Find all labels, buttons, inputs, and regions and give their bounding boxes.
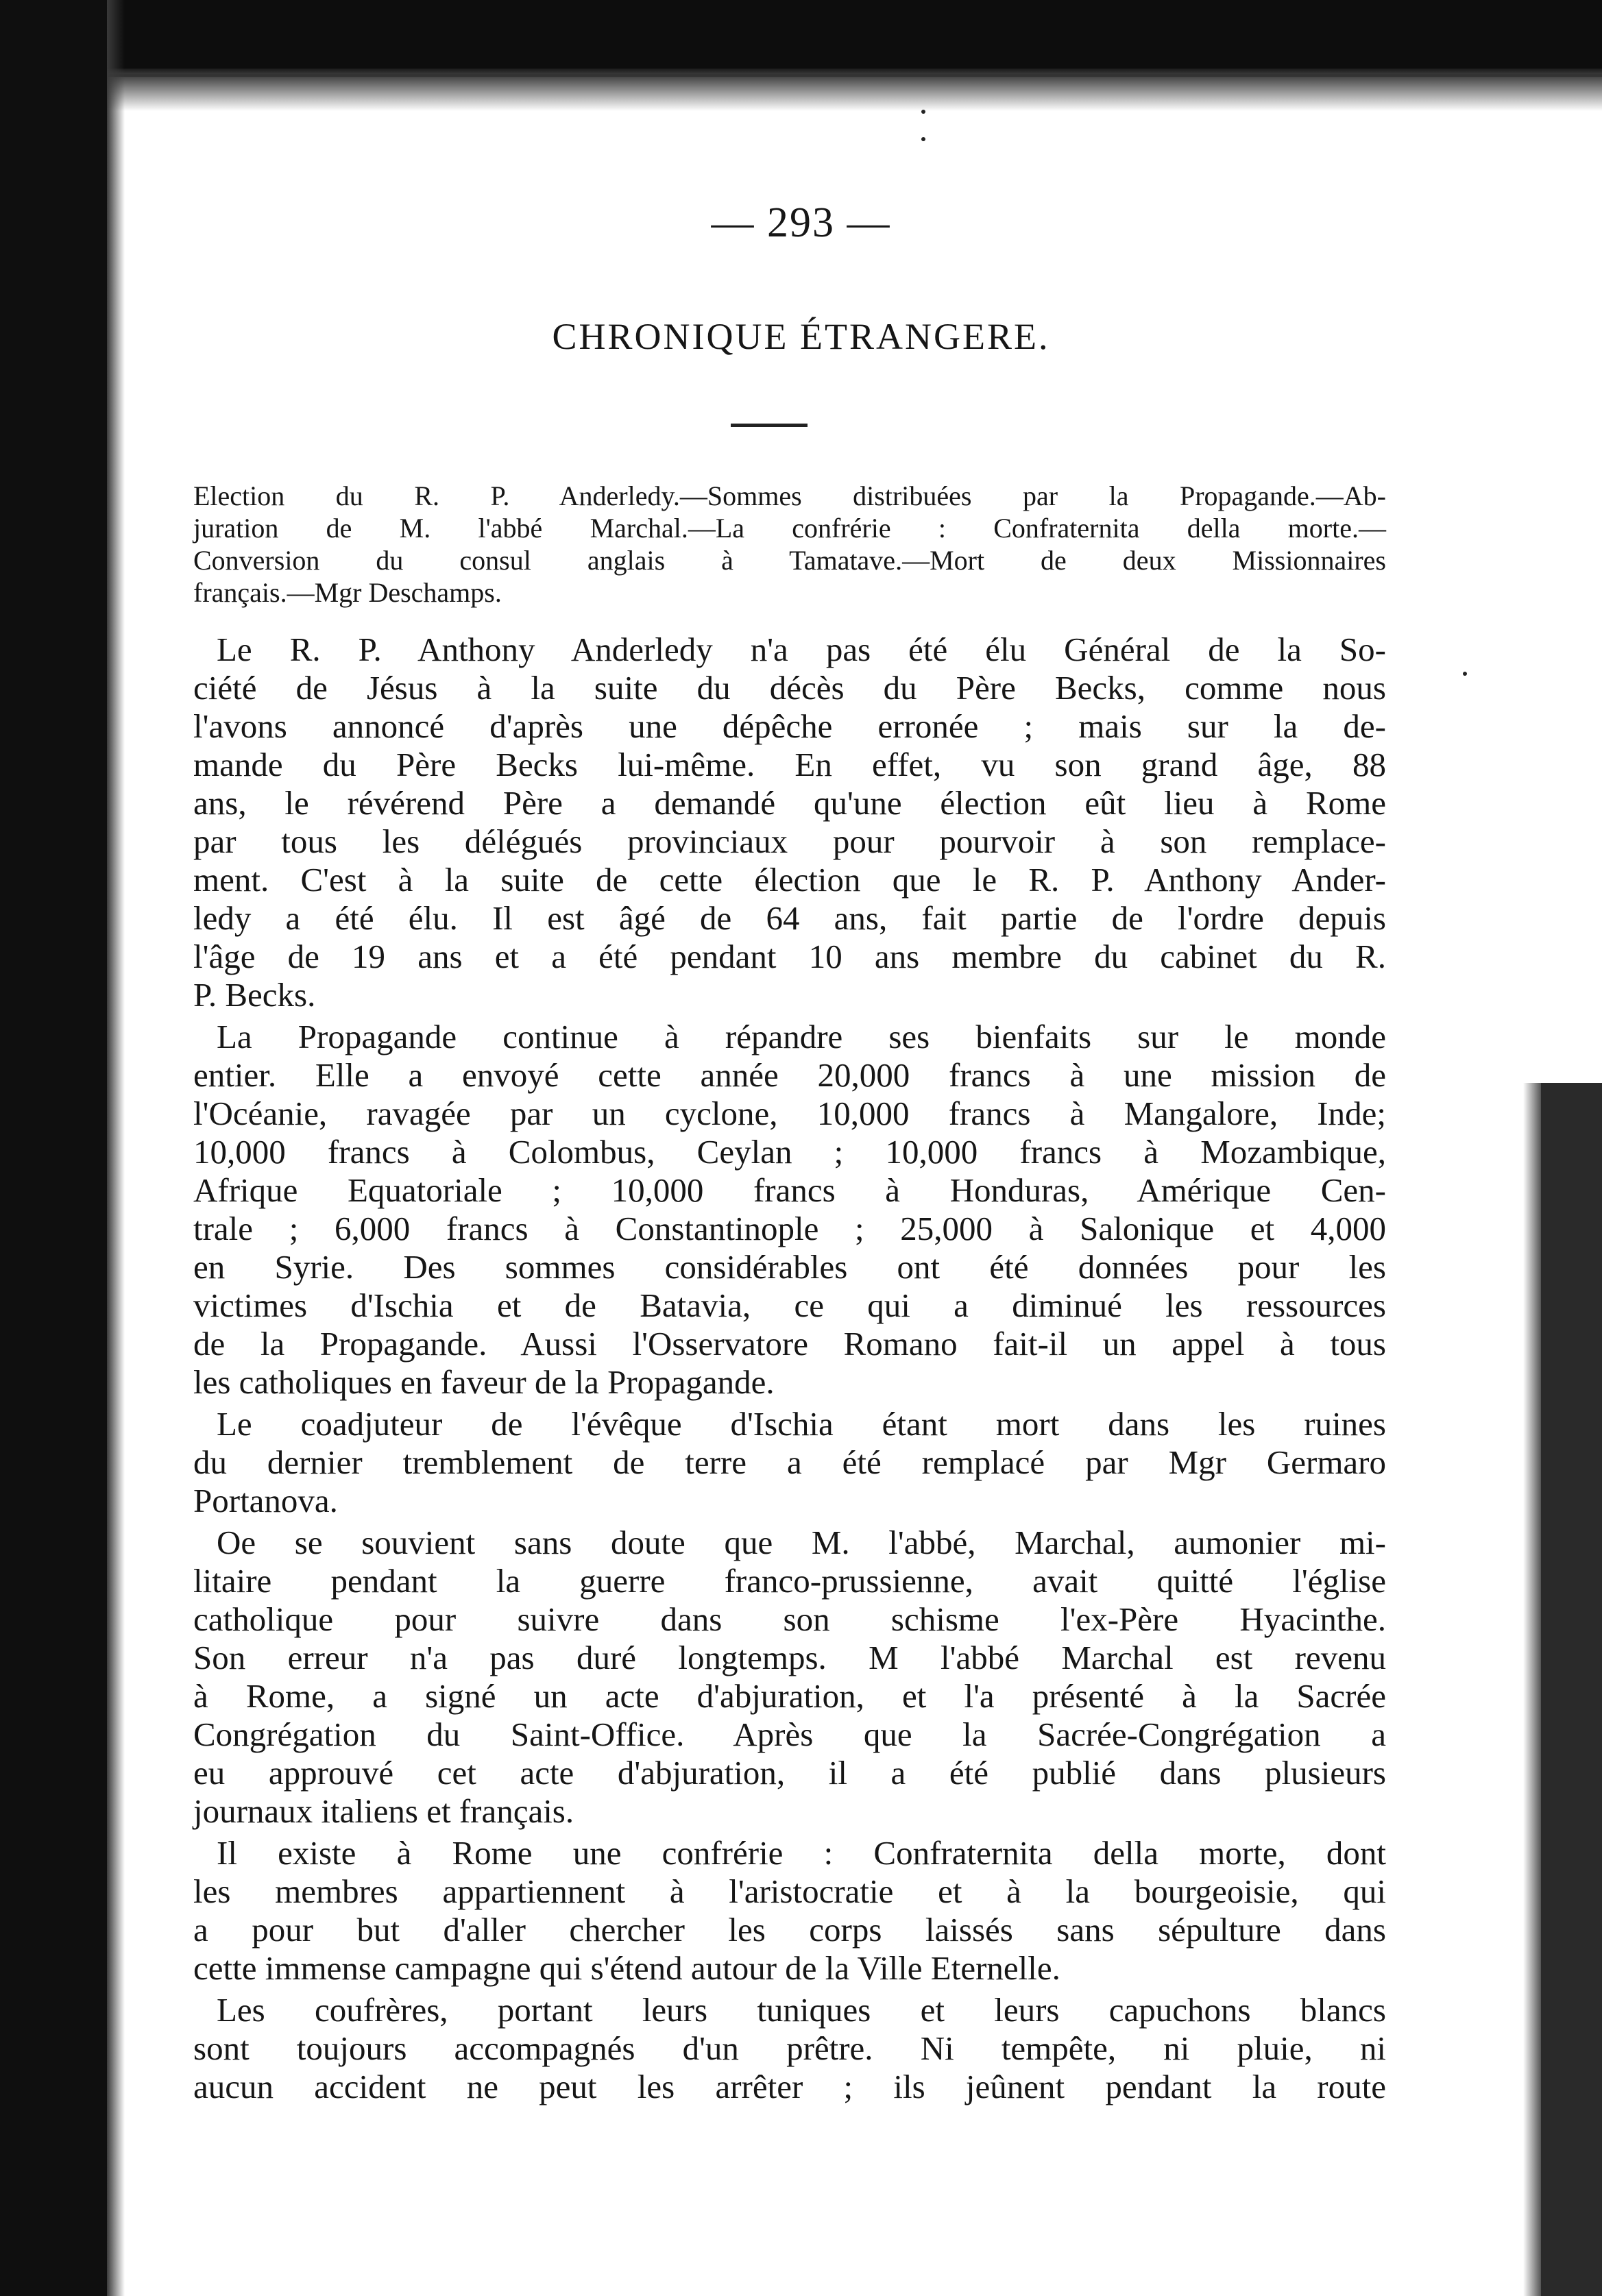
scan-speck xyxy=(921,137,925,141)
text-line: ciété de Jésus à la suite du décès du Père Becks, comme nous xyxy=(193,669,1386,707)
text-line: ans, le révérend Père a demandé qu'une élection eût lieu à Rome xyxy=(193,784,1386,822)
page-number: — 293 — xyxy=(711,199,891,246)
text-line: Portanova. xyxy=(193,1482,338,1519)
scan-top-border xyxy=(0,0,1602,69)
scan-top-rule xyxy=(0,74,1602,77)
text-line: l'avons annoncé d'après une dépêche erronée ; mais sur la de- xyxy=(193,707,1386,745)
text-line: par tous les délégués provinciaux pour pourvoir à son remplace- xyxy=(193,822,1386,860)
text-line: l'Océanie, ravagée par un cyclone, 10,000 francs à Mangalore, Inde; xyxy=(193,1095,1386,1132)
paragraph-propagande xyxy=(193,1018,1386,1402)
paragraph-confreres xyxy=(193,1991,1386,2106)
chapter-summary xyxy=(193,480,1386,609)
text-line: litaire pendant la guerre franco-prussienne, avait quitté l'église xyxy=(193,1562,1386,1600)
text-line: de la Propagande. Aussi l'Osservatore Romano fait-il un appel à tous xyxy=(193,1325,1386,1363)
paragraph-marchal xyxy=(193,1524,1386,1831)
text-line: mande du Père Becks lui-même. En effet, vu son grand âge, 88 xyxy=(193,746,1386,783)
text-line: les catholiques en faveur de la Propagande. xyxy=(193,1363,775,1401)
text-line: Son erreur n'a pas duré longtemps. M l'abbé Marchal est revenu xyxy=(193,1639,1386,1676)
paragraph-confrerie xyxy=(193,1834,1386,1988)
text-line: entier. Elle a envoyé cette année 20,000 francs à une mission de xyxy=(193,1056,1386,1094)
text-line: Les coufrères, portant leurs tuniques et leurs capuchons blancs xyxy=(217,1991,1386,2029)
summary-line: juration de M. l'abbé Marchal.—La confrérie : Confraternita della morte.— xyxy=(193,513,1386,544)
paragraph-ischia xyxy=(193,1405,1386,1520)
summary-line: français.—Mgr Deschamps. xyxy=(193,577,502,608)
text-line: a pour but d'aller chercher les corps laissés sans sépulture dans xyxy=(193,1911,1386,1949)
scan-speck xyxy=(1463,672,1467,676)
article-body xyxy=(193,631,1386,2106)
chapter-title: CHRONIQUE ÉTRANGERE. xyxy=(552,316,1050,357)
text-line: trale ; 6,000 francs à Constantinople ; 25,000 à Salonique et 4,000 xyxy=(193,1210,1386,1247)
text-line: Congrégation du Saint-Office. Après que la Sacrée-Congrégation a xyxy=(193,1715,1386,1753)
text-line: l'âge de 19 ans et a été pendant 10 ans membre du cabinet du R. xyxy=(193,938,1386,975)
scan-speck xyxy=(921,110,925,114)
text-line: les membres appartiennent à l'aristocratie et à la bourgeoisie, qui xyxy=(193,1872,1386,1910)
text-line: catholique pour suivre dans son schisme l'ex-Père Hyacinthe. xyxy=(193,1600,1386,1638)
text-line: cette immense campagne qui s'étend autour de la Ville Eternelle. xyxy=(193,1949,1060,1987)
paragraph-anderledy xyxy=(193,631,1386,1014)
summary-line: Election du R. P. Anderledy.—Sommes distribuées par la Propagande.—Ab- xyxy=(193,480,1386,511)
text-line: sont toujours accompagnés d'un prêtre. Ni tempête, ni pluie, ni xyxy=(193,2029,1386,2067)
text-line: La Propagande continue à répandre ses bienfaits sur le monde xyxy=(217,1018,1386,1055)
text-line: journaux italiens et français. xyxy=(193,1792,574,1830)
text-line: ment. C'est à la suite de cette élection que le R. P. Anthony Ander- xyxy=(193,861,1386,899)
text-line: eu approuvé cet acte d'abjuration, il a été publié dans plusieurs xyxy=(193,1754,1386,1792)
title-divider xyxy=(731,424,808,427)
scan-right-border xyxy=(1541,1083,1602,2296)
scan-right-shadow xyxy=(1523,1083,1541,2296)
text-line: Le R. P. Anthony Anderledy n'a pas été élu Général de la So- xyxy=(217,631,1386,668)
text-line: à Rome, a signé un acte d'abjuration, et l'a présenté à la Sacrée xyxy=(193,1677,1386,1715)
text-line: 10,000 francs à Colombus, Ceylan ; 10,000 francs à Mozambique, xyxy=(193,1133,1386,1171)
text-line: P. Becks. xyxy=(193,976,316,1014)
text-line: Afrique Equatoriale ; 10,000 francs à Honduras, Amérique Cen- xyxy=(193,1171,1386,1209)
text-line: Il existe à Rome une confrérie : Confraternita della morte, dont xyxy=(217,1834,1386,1872)
text-line: aucun accident ne peut les arrêter ; ils jeûnent pendant la route xyxy=(193,2068,1386,2105)
summary-line: Conversion du consul anglais à Tamatave.—Mort de deux Missionnaires xyxy=(193,545,1386,576)
text-line: du dernier tremblement de terre a été remplacé par Mgr Germaro xyxy=(193,1443,1386,1481)
text-line: Le coadjuteur de l'évêque d'Ischia étant mort dans les ruines xyxy=(217,1405,1386,1443)
text-line: ledy a été élu. Il est âgé de 64 ans, fait partie de l'ordre depuis xyxy=(193,899,1386,937)
text-line: Oe se souvient sans doute que M. l'abbé, Marchal, aumonier mi- xyxy=(217,1524,1386,1561)
text-line: en Syrie. Des sommes considérables ont été données pour les xyxy=(193,1248,1386,1286)
text-line: victimes d'Ischia et de Batavia, ce qui a diminué les ressources xyxy=(193,1286,1386,1324)
